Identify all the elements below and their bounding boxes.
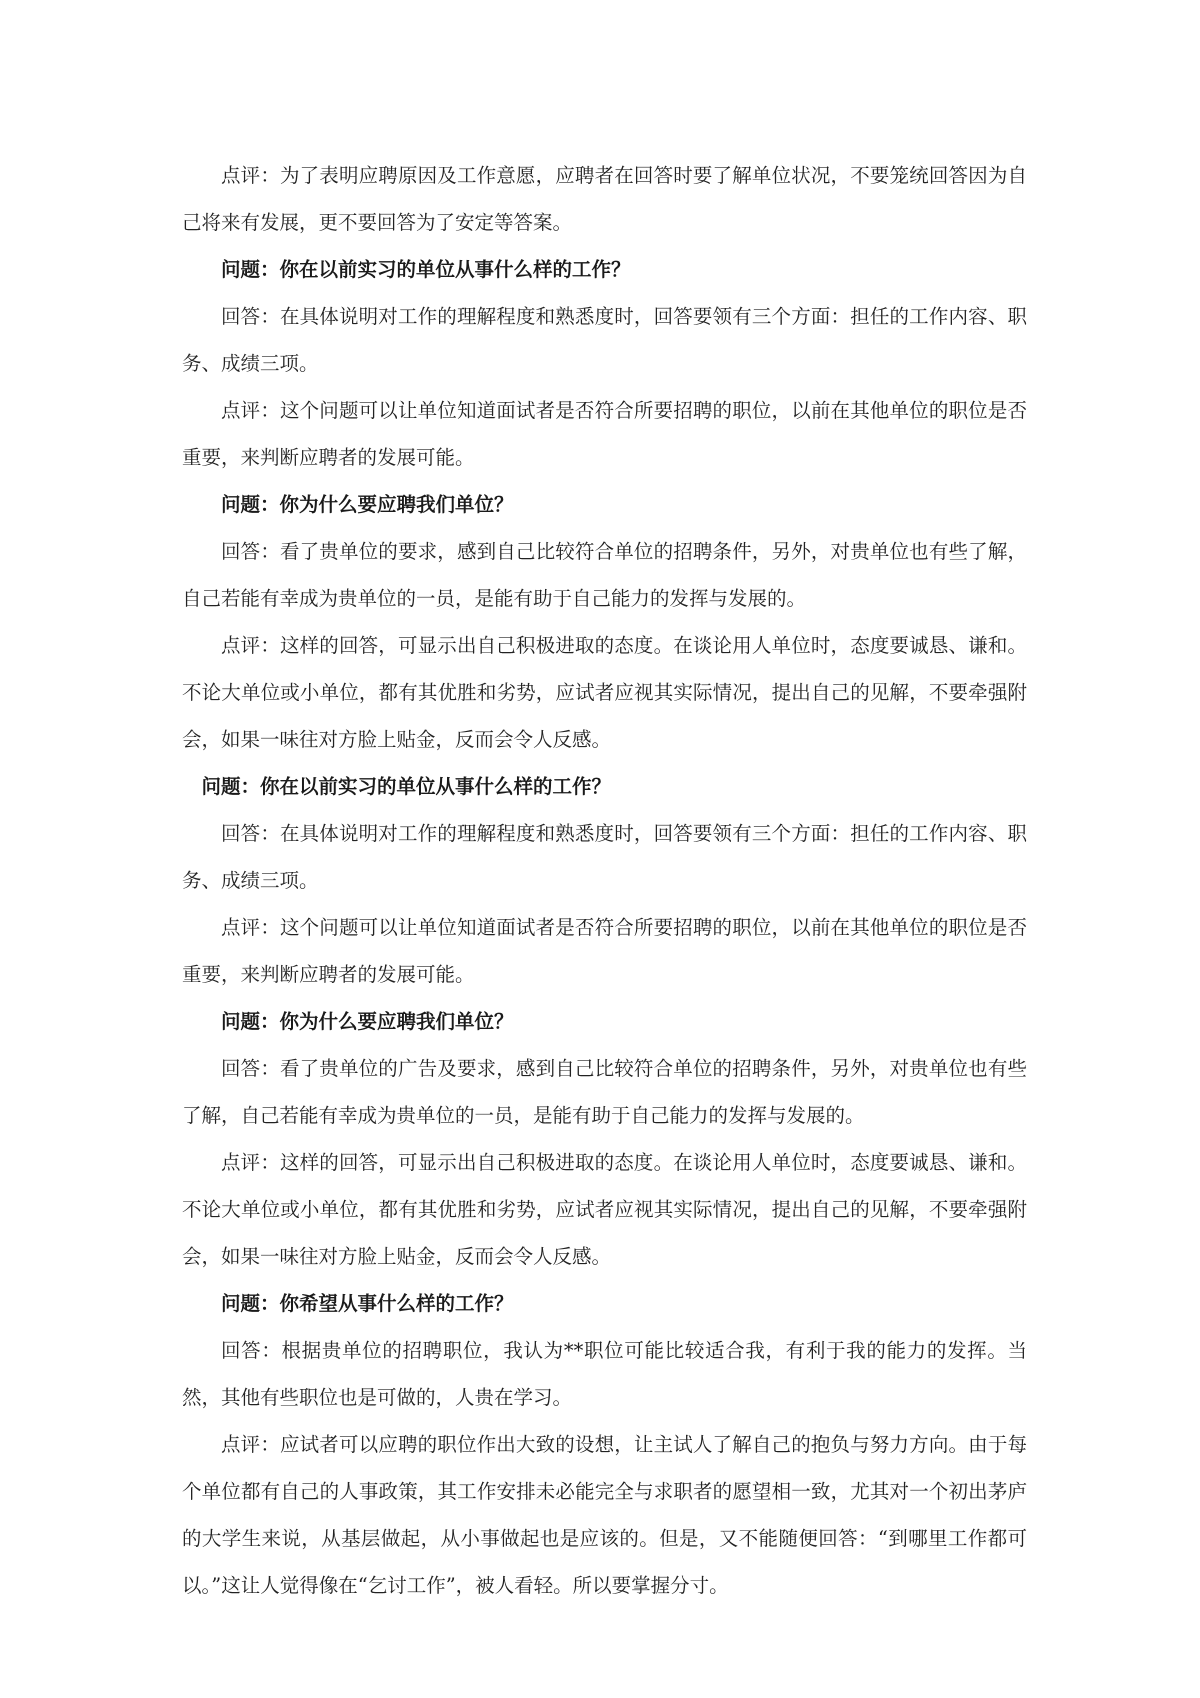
comment-paragraph: 点评：这个问题可以让单位知道面试者是否符合所要招聘的职位，以前在其他单位的职位是否重要，来判断应聘者的发展可能。	[182, 916, 1027, 986]
answer-paragraph: 回答：在具体说明对工作的理解程度和熟悉度时，回答要领有三个方面：担任的工作内容、职务、成绩三项。	[182, 822, 1027, 892]
answer-paragraph: 回答：在具体说明对工作的理解程度和熟悉度时，回答要领有三个方面：担任的工作内容、职务、成绩三项。	[182, 305, 1027, 375]
comment-paragraph: 点评：这样的回答，可显示出自己积极进取的态度。在谈论用人单位时，态度要诚恳、谦和。不论大单位或小单位，都有其优胜和劣势，应试者应视其实际情况，提出自己的见解，不要牵强附会，如果一味往对方脸上贴金，反而会令人反感。	[182, 1151, 1027, 1268]
answer-paragraph: 回答：看了贵单位的广告及要求，感到自己比较符合单位的招聘条件，另外，对贵单位也有些了解，自己若能有幸成为贵单位的一员，是能有助于自己能力的发挥与发展的。	[182, 1057, 1027, 1127]
question-heading: 问题：你希望从事什么样的工作？	[221, 1292, 514, 1315]
answer-paragraph: 回答：根据贵单位的招聘职位，我认为**职位可能比较适合我，有利于我的能力的发挥。当然，其他有些职位也是可做的，人贵在学习。	[182, 1339, 1027, 1409]
comment-paragraph: 点评：这样的回答，可显示出自己积极进取的态度。在谈论用人单位时，态度要诚恳、谦和。不论大单位或小单位，都有其优胜和劣势，应试者应视其实际情况，提出自己的见解，不要牵强附会，如果一味往对方脸上贴金，反而会令人反感。	[182, 634, 1027, 751]
question-heading: 问题：你在以前实习的单位从事什么样的工作？	[221, 258, 631, 281]
comment-paragraph: 点评：为了表明应聘原因及工作意愿，应聘者在回答时要了解单位状况，不要笼统回答因为自己将来有发展，更不要回答为了安定等答案。	[182, 164, 1027, 234]
document-body	[182, 152, 1027, 1609]
comment-paragraph: 点评：应试者可以应聘的职位作出大致的设想，让主试人了解自己的抱负与努力方向。由于每个单位都有自己的人事政策，其工作安排未必能完全与求职者的愿望相一致，尤其对一个初出茅庐的大学生来说，从基层做起，从小事做起也是应该的。但是，又不能随便回答：“到哪里工作都可以。”这让人觉得像在“乞讨工作”，被人看轻。所以要掌握分寸。	[182, 1433, 1027, 1597]
question-heading: 问题：你在以前实习的单位从事什么样的工作？	[201, 775, 612, 798]
comment-paragraph: 点评：这个问题可以让单位知道面试者是否符合所要招聘的职位，以前在其他单位的职位是否重要，来判断应聘者的发展可能。	[182, 399, 1027, 469]
question-heading: 问题：你为什么要应聘我们单位？	[221, 493, 514, 516]
answer-paragraph: 回答：看了贵单位的要求，感到自己比较符合单位的招聘条件，另外，对贵单位也有些了解，自己若能有幸成为贵单位的一员，是能有助于自己能力的发挥与发展的。	[182, 540, 1027, 610]
question-heading: 问题：你为什么要应聘我们单位？	[221, 1010, 514, 1033]
